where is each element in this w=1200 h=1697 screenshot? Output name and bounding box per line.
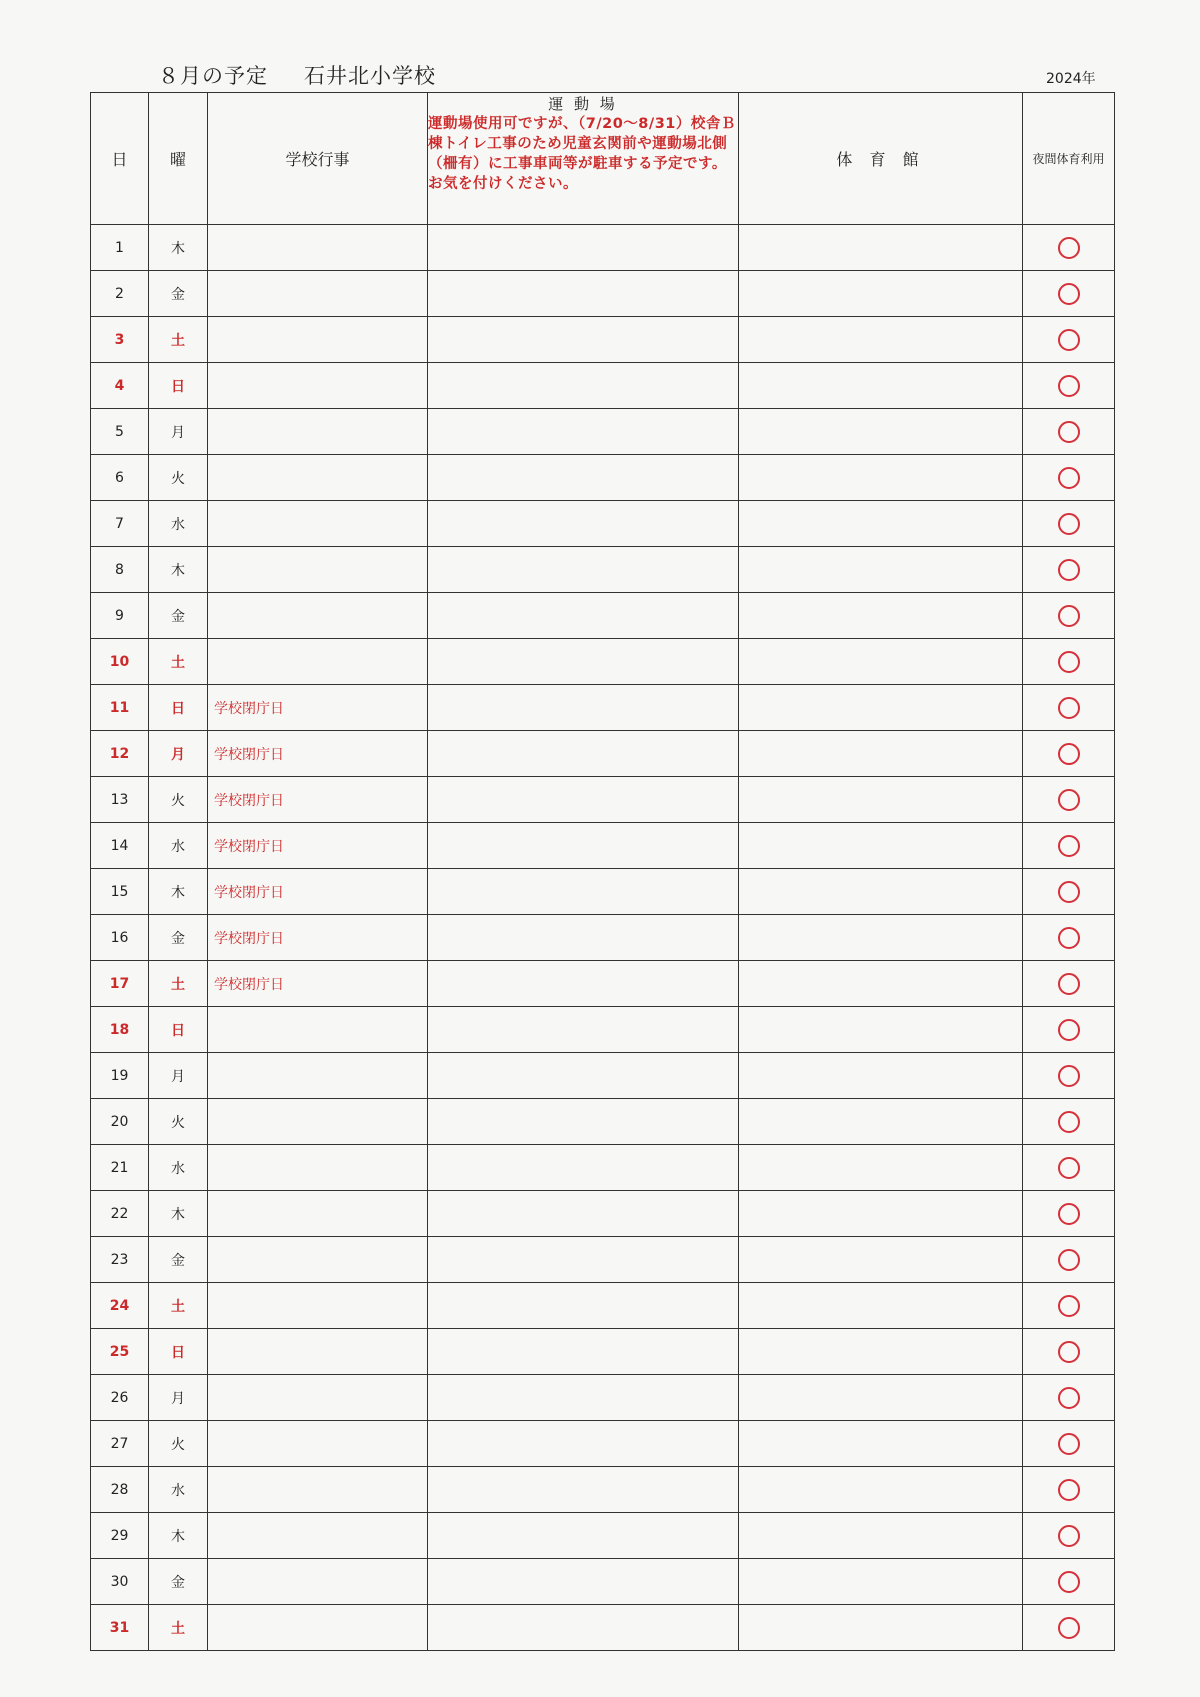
night-cell	[1023, 1099, 1115, 1145]
gym-cell	[739, 363, 1023, 409]
ground-cell	[428, 639, 739, 685]
circle-icon	[1058, 1433, 1080, 1455]
night-cell	[1023, 1053, 1115, 1099]
weekday-cell: 金	[149, 915, 208, 961]
table-row	[91, 823, 1115, 869]
table-row	[91, 547, 1115, 593]
ground-cell	[428, 1145, 739, 1191]
table-row	[91, 409, 1115, 455]
day-cell: 13	[91, 777, 149, 823]
event-cell	[208, 1375, 428, 1421]
table-row	[91, 1237, 1115, 1283]
night-cell	[1023, 1559, 1115, 1605]
event-cell: 学校閉庁日	[208, 777, 428, 823]
ground-cell	[428, 1513, 739, 1559]
weekday-cell: 土	[149, 317, 208, 363]
day-cell: 10	[91, 639, 149, 685]
day-cell: 16	[91, 915, 149, 961]
event-cell	[208, 1237, 428, 1283]
night-cell	[1023, 915, 1115, 961]
gym-cell	[739, 409, 1023, 455]
circle-icon	[1058, 421, 1080, 443]
gym-cell	[739, 1375, 1023, 1421]
weekday-cell: 土	[149, 1605, 208, 1651]
night-cell	[1023, 1375, 1115, 1421]
weekday-cell: 月	[149, 1053, 208, 1099]
circle-icon	[1058, 375, 1080, 397]
gym-cell	[739, 961, 1023, 1007]
night-cell	[1023, 823, 1115, 869]
circle-icon	[1058, 467, 1080, 489]
circle-icon	[1058, 1617, 1080, 1639]
night-cell	[1023, 1513, 1115, 1559]
weekday-cell: 金	[149, 593, 208, 639]
event-cell	[208, 317, 428, 363]
ground-cell	[428, 1559, 739, 1605]
weekday-cell: 土	[149, 961, 208, 1007]
event-cell	[208, 225, 428, 271]
gym-cell	[739, 1559, 1023, 1605]
gym-cell	[739, 1283, 1023, 1329]
gym-cell	[739, 823, 1023, 869]
event-cell	[208, 639, 428, 685]
day-cell: 24	[91, 1283, 149, 1329]
ground-cell	[428, 363, 739, 409]
ground-cell	[428, 869, 739, 915]
table-row	[91, 869, 1115, 915]
ground-cell	[428, 1053, 739, 1099]
table-row	[91, 1605, 1115, 1651]
header-row	[91, 93, 1115, 225]
circle-icon	[1058, 513, 1080, 535]
day-cell: 28	[91, 1467, 149, 1513]
circle-icon	[1058, 1387, 1080, 1409]
night-cell	[1023, 1007, 1115, 1053]
day-cell: 19	[91, 1053, 149, 1099]
weekday-cell: 木	[149, 1513, 208, 1559]
night-cell	[1023, 225, 1115, 271]
event-cell	[208, 593, 428, 639]
event-cell	[208, 455, 428, 501]
ground-cell	[428, 731, 739, 777]
weekday-cell: 土	[149, 639, 208, 685]
gym-cell	[739, 1329, 1023, 1375]
gym-cell	[739, 639, 1023, 685]
table-row	[91, 1099, 1115, 1145]
day-cell: 21	[91, 1145, 149, 1191]
weekday-cell: 水	[149, 1467, 208, 1513]
table-row	[91, 501, 1115, 547]
circle-icon	[1058, 789, 1080, 811]
weekday-cell: 火	[149, 455, 208, 501]
event-cell	[208, 1421, 428, 1467]
gym-cell	[739, 685, 1023, 731]
circle-icon	[1058, 697, 1080, 719]
circle-icon	[1058, 1479, 1080, 1501]
night-cell	[1023, 1237, 1115, 1283]
weekday-cell: 木	[149, 869, 208, 915]
day-cell: 7	[91, 501, 149, 547]
day-cell: 29	[91, 1513, 149, 1559]
weekday-cell: 土	[149, 1283, 208, 1329]
event-cell: 学校閉庁日	[208, 685, 428, 731]
gym-cell	[739, 731, 1023, 777]
day-cell: 5	[91, 409, 149, 455]
ground-cell	[428, 1467, 739, 1513]
table-row	[91, 639, 1115, 685]
event-cell	[208, 1053, 428, 1099]
event-cell: 学校閉庁日	[208, 869, 428, 915]
event-cell: 学校閉庁日	[208, 915, 428, 961]
table-row	[91, 455, 1115, 501]
day-cell: 27	[91, 1421, 149, 1467]
event-cell: 学校閉庁日	[208, 961, 428, 1007]
ground-cell	[428, 1375, 739, 1421]
day-cell: 17	[91, 961, 149, 1007]
day-cell: 3	[91, 317, 149, 363]
table-row	[91, 1421, 1115, 1467]
event-cell	[208, 1191, 428, 1237]
circle-icon	[1058, 927, 1080, 949]
day-cell: 22	[91, 1191, 149, 1237]
ground-title: 運 動 場	[548, 95, 618, 113]
month-title: ８月の予定	[158, 64, 268, 88]
ground-cell	[428, 547, 739, 593]
weekday-cell: 火	[149, 777, 208, 823]
table-row	[91, 271, 1115, 317]
ground-cell	[428, 823, 739, 869]
circle-icon	[1058, 1019, 1080, 1041]
event-cell	[208, 1513, 428, 1559]
weekday-cell: 日	[149, 1329, 208, 1375]
ground-cell	[428, 961, 739, 1007]
weekday-cell: 月	[149, 731, 208, 777]
col-header-weekday: 曜	[149, 93, 208, 225]
weekday-cell: 火	[149, 1099, 208, 1145]
event-cell	[208, 1559, 428, 1605]
circle-icon	[1058, 329, 1080, 351]
col-header-gym: 体 育 館	[739, 93, 1023, 225]
gym-cell	[739, 593, 1023, 639]
day-cell: 25	[91, 1329, 149, 1375]
year-label: 2024年	[1046, 71, 1096, 87]
event-cell	[208, 501, 428, 547]
circle-icon	[1058, 1295, 1080, 1317]
circle-icon	[1058, 1203, 1080, 1225]
schedule-table	[90, 92, 1115, 1651]
day-cell: 30	[91, 1559, 149, 1605]
day-cell: 14	[91, 823, 149, 869]
gym-cell	[739, 317, 1023, 363]
gym-cell	[739, 225, 1023, 271]
night-cell	[1023, 685, 1115, 731]
night-cell	[1023, 1329, 1115, 1375]
night-cell	[1023, 1605, 1115, 1651]
circle-icon	[1058, 1341, 1080, 1363]
day-cell: 1	[91, 225, 149, 271]
circle-icon	[1058, 881, 1080, 903]
gym-cell	[739, 1237, 1023, 1283]
table-row	[91, 593, 1115, 639]
night-cell	[1023, 271, 1115, 317]
night-cell	[1023, 777, 1115, 823]
gym-cell	[739, 1099, 1023, 1145]
event-cell	[208, 363, 428, 409]
circle-icon	[1058, 559, 1080, 581]
night-cell	[1023, 1421, 1115, 1467]
weekday-cell: 金	[149, 271, 208, 317]
circle-icon	[1058, 1249, 1080, 1271]
table-row	[91, 1145, 1115, 1191]
event-cell	[208, 409, 428, 455]
gym-cell	[739, 1007, 1023, 1053]
event-cell	[208, 1605, 428, 1651]
gym-cell	[739, 869, 1023, 915]
table-row	[91, 1329, 1115, 1375]
ground-cell	[428, 1605, 739, 1651]
gym-cell	[739, 1513, 1023, 1559]
event-cell	[208, 271, 428, 317]
table-row	[91, 317, 1115, 363]
circle-icon	[1058, 1525, 1080, 1547]
gym-cell	[739, 915, 1023, 961]
day-cell: 18	[91, 1007, 149, 1053]
night-cell	[1023, 731, 1115, 777]
table-row	[91, 731, 1115, 777]
school-name: 石井北小学校	[304, 64, 436, 88]
ground-cell	[428, 1421, 739, 1467]
gym-cell	[739, 501, 1023, 547]
night-cell	[1023, 1191, 1115, 1237]
ground-cell	[428, 1007, 739, 1053]
col-header-event: 学校行事	[208, 93, 428, 225]
ground-cell	[428, 593, 739, 639]
weekday-cell: 金	[149, 1237, 208, 1283]
weekday-cell: 月	[149, 409, 208, 455]
night-cell	[1023, 501, 1115, 547]
weekday-cell: 日	[149, 685, 208, 731]
night-cell	[1023, 1283, 1115, 1329]
table-row	[91, 1559, 1115, 1605]
table-row	[91, 961, 1115, 1007]
weekday-cell: 月	[149, 1375, 208, 1421]
ground-cell	[428, 409, 739, 455]
day-cell: 20	[91, 1099, 149, 1145]
weekday-cell: 木	[149, 547, 208, 593]
ground-cell	[428, 1237, 739, 1283]
circle-icon	[1058, 1111, 1080, 1133]
night-cell	[1023, 593, 1115, 639]
event-cell	[208, 1099, 428, 1145]
ground-cell	[428, 1191, 739, 1237]
weekday-cell: 水	[149, 823, 208, 869]
weekday-cell: 木	[149, 1191, 208, 1237]
day-cell: 8	[91, 547, 149, 593]
day-cell: 31	[91, 1605, 149, 1651]
night-cell	[1023, 317, 1115, 363]
table-row	[91, 1191, 1115, 1237]
ground-cell	[428, 777, 739, 823]
ground-cell	[428, 271, 739, 317]
ground-note: 運動場使用可ですが、（7/20～8/31）校舎Ｂ棟トイレ工事のため児童玄関前や運動場北側（柵有）に工事車両等が駐車する予定です。お気を付けください。	[428, 116, 736, 192]
weekday-cell: 火	[149, 1421, 208, 1467]
gym-cell	[739, 455, 1023, 501]
night-cell	[1023, 961, 1115, 1007]
night-cell	[1023, 1145, 1115, 1191]
day-cell: 4	[91, 363, 149, 409]
day-cell: 23	[91, 1237, 149, 1283]
table-row	[91, 685, 1115, 731]
day-cell: 12	[91, 731, 149, 777]
weekday-cell: 金	[149, 1559, 208, 1605]
ground-cell	[428, 501, 739, 547]
page-title	[158, 60, 436, 90]
circle-icon	[1058, 1157, 1080, 1179]
gym-cell	[739, 1191, 1023, 1237]
weekday-cell: 日	[149, 363, 208, 409]
weekday-cell: 水	[149, 1145, 208, 1191]
gym-cell	[739, 1467, 1023, 1513]
circle-icon	[1058, 1065, 1080, 1087]
table-row	[91, 1007, 1115, 1053]
event-cell: 学校閉庁日	[208, 731, 428, 777]
night-cell	[1023, 363, 1115, 409]
ground-cell	[428, 317, 739, 363]
ground-cell	[428, 225, 739, 271]
event-cell	[208, 1007, 428, 1053]
circle-icon	[1058, 605, 1080, 627]
ground-cell	[428, 1329, 739, 1375]
day-cell: 15	[91, 869, 149, 915]
circle-icon	[1058, 973, 1080, 995]
day-cell: 2	[91, 271, 149, 317]
weekday-cell: 水	[149, 501, 208, 547]
circle-icon	[1058, 283, 1080, 305]
event-cell	[208, 547, 428, 593]
table-row	[91, 1375, 1115, 1421]
col-header-ground	[428, 93, 739, 225]
table-row	[91, 1513, 1115, 1559]
night-cell	[1023, 639, 1115, 685]
gym-cell	[739, 547, 1023, 593]
night-cell	[1023, 455, 1115, 501]
weekday-cell: 木	[149, 225, 208, 271]
day-cell: 26	[91, 1375, 149, 1421]
table-row	[91, 363, 1115, 409]
event-cell	[208, 1145, 428, 1191]
weekday-cell: 日	[149, 1007, 208, 1053]
night-cell	[1023, 409, 1115, 455]
gym-cell	[739, 1053, 1023, 1099]
table-row	[91, 225, 1115, 271]
circle-icon	[1058, 1571, 1080, 1593]
ground-cell	[428, 1283, 739, 1329]
col-header-day: 日	[91, 93, 149, 225]
day-cell: 11	[91, 685, 149, 731]
ground-cell	[428, 455, 739, 501]
event-cell	[208, 1467, 428, 1513]
day-cell: 9	[91, 593, 149, 639]
event-cell	[208, 1283, 428, 1329]
circle-icon	[1058, 743, 1080, 765]
ground-cell	[428, 1099, 739, 1145]
table-row	[91, 915, 1115, 961]
circle-icon	[1058, 835, 1080, 857]
night-cell	[1023, 869, 1115, 915]
circle-icon	[1058, 651, 1080, 673]
night-cell	[1023, 1467, 1115, 1513]
gym-cell	[739, 1421, 1023, 1467]
table-row	[91, 777, 1115, 823]
circle-icon	[1058, 237, 1080, 259]
night-cell	[1023, 547, 1115, 593]
ground-cell	[428, 685, 739, 731]
gym-cell	[739, 271, 1023, 317]
table-row	[91, 1467, 1115, 1513]
event-cell: 学校閉庁日	[208, 823, 428, 869]
gym-cell	[739, 777, 1023, 823]
table-row	[91, 1053, 1115, 1099]
table-row	[91, 1283, 1115, 1329]
day-cell: 6	[91, 455, 149, 501]
ground-cell	[428, 915, 739, 961]
event-cell	[208, 1329, 428, 1375]
gym-cell	[739, 1145, 1023, 1191]
col-header-night: 夜間体育利用	[1023, 93, 1115, 225]
gym-cell	[739, 1605, 1023, 1651]
